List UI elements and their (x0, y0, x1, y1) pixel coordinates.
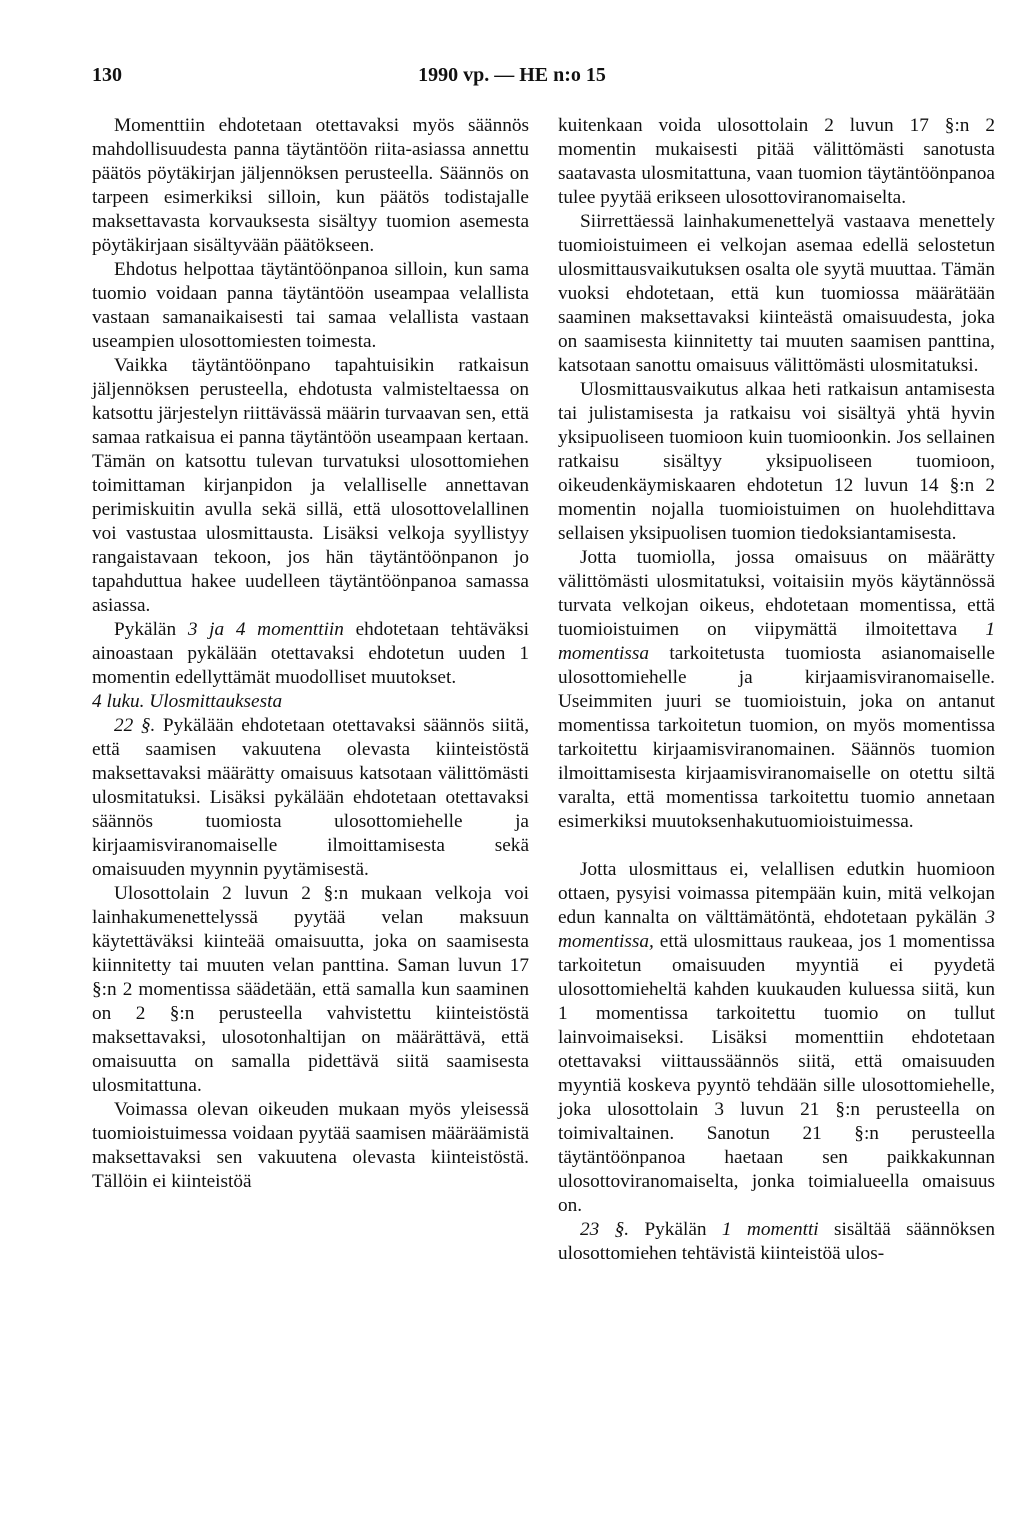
paragraph: Momenttiin ehdotetaan otettavaksi myös säännös mahdollisuudesta panna täytäntöön riita-asiassa annettu päätös pöytäkirjan jäljennöksen perusteella. Säännös on tarpeen esimerkiksi silloin, kun päätös todistajalle maksettavasta korvauksesta sisältyy tuomion asemesta pöytäkirjaan sisältyvään päätökseen. (92, 115, 529, 256)
paragraph (92, 714, 529, 882)
paragraph-gap (558, 834, 995, 858)
paragraph: Voimassa olevan oikeuden mukaan myös yleisessä tuomioistuimessa voidaan pyytää saamisen määräämistä maksettavaksi sen vakuutena olevasta kiinteistöstä. Tällöin ei kiinteistöä (92, 1099, 529, 1192)
running-title: 1990 vp. — HE n:o 15 (418, 64, 606, 86)
paragraph (558, 1218, 995, 1266)
text-run: ehdotetaan tehtäväksi ainoastaan pykälään otettavaksi ehdotetun uuden 1 momentin edellyttämät muodolliset muutokset. (92, 619, 529, 688)
left-column (92, 114, 529, 1194)
emphasis-text: 3 momentissa, (558, 907, 995, 952)
text-run: tarkoitetusta tuomiosta asianomaiselle ulosottomiehelle ja kirjaamisviranomaiselle. Useimmiten juuri se tuomioistuin, joka on antanut momentissa tarkoitetun tuomion, on myös momentissa tarkoitettu kirjaamisviranomainen. Säännös tuomion ilmoittamisesta kirjaamisviranomaiselle on otettu siltä varalta, että momentissa tarkoitettu tuomio annetaan esimerkiksi muutoksenhakutuomioistuimessa. (558, 643, 995, 832)
right-column (558, 114, 995, 1266)
emphasis-text: 1 momentissa (558, 619, 995, 664)
paragraph: Siirrettäessä lainhakumenettelyä vastaava menettely tuomioistuimeen ei velkojan asemaa edellä selostetun ulosmittausvaikutuksen osalta ole syytä muuttaa. Tämän vuoksi ehdotetaan, että kun tuomiossa määrätään saaminen maksettavaksi kiinteästä omaisuudesta, joka on saamisesta kiinnitetty tai muuten saamisen panttina, katsotaan sanottu omaisuus välittömästi ulosmitatuksi. (558, 211, 995, 376)
emphasis-text: 3 ja 4 momenttiin (187, 619, 344, 640)
paragraph: Ehdotus helpottaa täytäntöönpanoa silloin, kun sama tuomio voidaan panna täytäntöön useampaa velallista vastaan samanaikaisesti tai samaa velallista vastaan useampien ulosottomiesten toimesta. (92, 259, 529, 352)
section-reference: 23 §. (580, 1219, 630, 1240)
paragraph (92, 618, 529, 690)
section-reference: 22 §. (114, 715, 156, 736)
paragraph: Ulosmittausvaikutus alkaa heti ratkaisun antamisesta tai julistamisesta ja ratkaisu voi sisältyä yhtä hyvin yksipuoliseen tuomioon kuin tuomioonkin. Jos sellainen ratkaisu sisältyy yksipuoliseen tuomioon, oikeudenkäymiskaaren ehdotetun 12 luvun 14 §:n 2 momentin nojalla tuomioistuimen on huolehdittava sellaisen yksipuolisen tuomion tiedoksiantamisesta. (558, 379, 995, 544)
emphasis-text: 1 momentti (721, 1219, 819, 1240)
paragraph: Vaikka täytäntöönpano tapahtuisikin ratkaisun jäljennöksen perusteella, ehdotusta valmisteltaessa on katsottu järjestelyn riittävässä määrin turvaavan sen, että samaa ratkaisua ei panna täytäntöön useampaan kertaan. Tämän on katsottu tulevan turvatuksi ulosottomiehen toimittaman kirjanpidon ja velalliselle annettavan perimiskuitin avulla sekä sillä, että ulosottovelallinen voi vastustaa ulosmittausta. Lisäksi velkoja syyllistyy rangaistavaan tekoon, jos hän täytäntöönpanon jo tapahduttua hakee uudelleen täytäntöönpanoa samassa asiassa. (92, 355, 529, 616)
text-run: Jotta tuomiolla, jossa omaisuus on määrätty välittömästi ulosmitatuksi, voitaisiin myös käytännössä turvata velkojan oikeus, ehdotetaan momentissa, että tuomioistuimen on viipymättä ilmoitettava (558, 547, 995, 640)
text-run: Pykälään ehdotetaan otettavaksi säännös siitä, että saamisen vakuutena olevasta kiinteistöstä maksettavaksi määrätty omaisuus katsotaan välittömästi ulosmitatuksi. Lisäksi pykälään ehdotetaan otettavaksi säännös tuomiosta ulosottomiehelle ja kirjaamisviranomaiselle ilmoittamisesta sekä omaisuuden myynnin pyytämisestä. (92, 715, 530, 880)
paragraph: kuitenkaan voida ulosottolain 2 luvun 17 §:n 2 momentin mukaisesti pitää välittömästi sanotusta saatavasta ulosmitattuna, vaan tuomion täytäntöönpanoa tulee pyytää erikseen ulosottoviranomaiselta. (558, 115, 995, 208)
text-run: Pykälän (629, 1219, 722, 1240)
text-run: Jotta ulosmittaus ei, velallisen edutkin huomioon ottaen, pysyisi voimassa pitempään kuin, mitä velkojan edun kannalta on välttämätöntä, ehdotetaan pykälän (558, 859, 995, 928)
section-heading: 4 luku. Ulosmittauksesta (92, 691, 283, 712)
page-header (92, 60, 932, 90)
page-number: 130 (92, 64, 122, 86)
paragraph: Ulosottolain 2 luvun 2 §:n mukaan velkoja voi lainhakumenettelyssä pyytää velan maksuun käytettäväksi kiinteää omaisuutta, joka on saamisesta kiinnitetty tai muuten velan panttina. Saman luvun 17 §:n 2 momentissa säädetään, että samalla kun saaminen on 2 §:n perusteella vahvistettu kiinteistöstä maksettavaksi, ulosotonhaltijan on määrättävä, että omaisuutta on samalla pidettävä siitä saamisesta ulosmitattuna. (92, 883, 529, 1096)
text-run: Pykälän (114, 619, 188, 640)
paragraph (558, 546, 995, 834)
paragraph (558, 858, 995, 1218)
text-run: että ulosmittaus raukeaa, jos 1 momentissa tarkoitetun omaisuuden myyntiä ei pyydetä ulosottomieheltä kahden kuukauden kuluessa siitä, kun 1 momentissa tarkoitettu tuomio on tullut lainvoimaiseksi. Lisäksi momenttiin ehdotetaan otettavaksi viittaussäännös siitä, että omaisuuden myyntiä koskeva pyyntö tehdään sille ulosottomiehelle, joka ulosottolain 3 luvun 21 §:n perusteella on toimivaltainen. Sanotun 21 §:n perusteella täytäntöönpanoa haetaan sen paikkakunnan ulosottoviranomaiselta, jonka toimialueella omaisuus on. (558, 931, 995, 1216)
text-run: sisältää säännöksen ulosottomiehen tehtävistä kiinteistöä ulos- (558, 1219, 995, 1264)
